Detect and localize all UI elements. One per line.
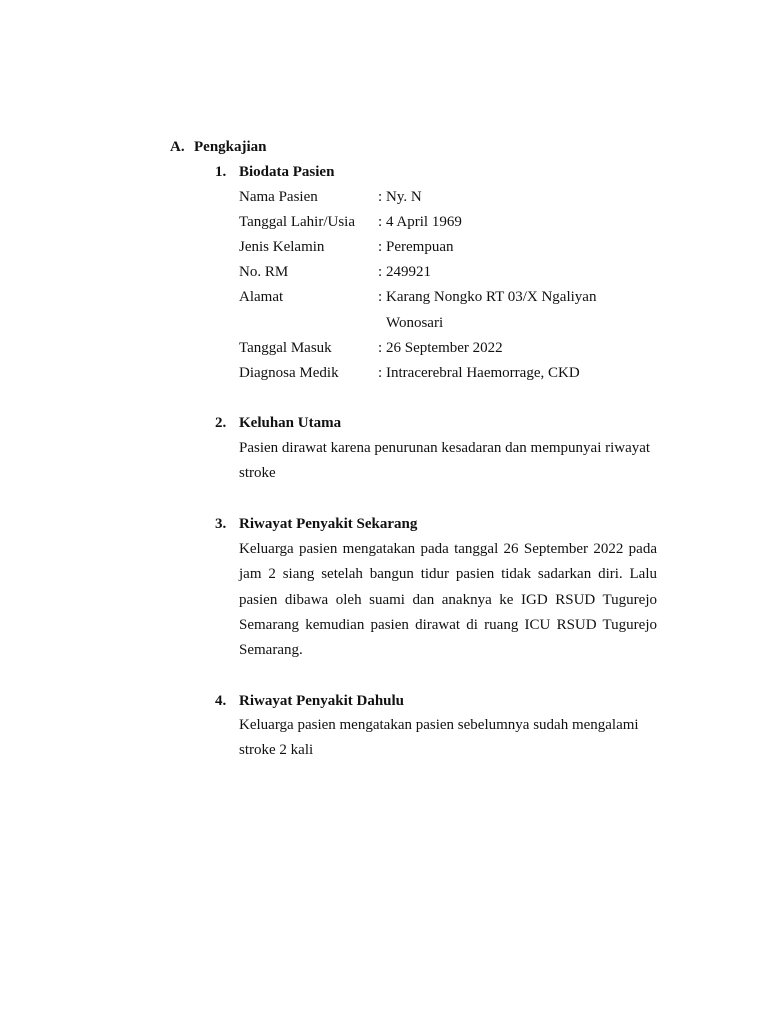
biodata-row-alamat bbox=[239, 287, 596, 307]
biodata-colon: : bbox=[378, 264, 383, 280]
biodata-value: 26 September 2022 bbox=[386, 340, 503, 356]
biodata-label: Jenis Kelamin bbox=[239, 239, 325, 255]
biodata-colon: : bbox=[378, 365, 383, 381]
biodata-label: Tanggal Masuk bbox=[239, 340, 332, 356]
subsection-heading-riwayat-dahulu bbox=[215, 691, 404, 711]
section-letter: A. bbox=[170, 139, 185, 155]
biodata-row-no-rm bbox=[239, 262, 431, 282]
biodata-label: Diagnosa Medik bbox=[239, 365, 339, 381]
biodata-label: Nama Pasien bbox=[239, 189, 318, 205]
biodata-row-diagnosa bbox=[239, 363, 580, 383]
subsection-heading-keluhan-utama bbox=[215, 413, 341, 433]
subsection-number: 2. bbox=[215, 415, 227, 431]
biodata-label: Tanggal Lahir/Usia bbox=[239, 214, 355, 230]
biodata-colon: : bbox=[378, 214, 383, 230]
biodata-label: No. RM bbox=[239, 264, 289, 280]
biodata-row-tanggal-masuk bbox=[239, 338, 503, 358]
biodata-label: Alamat bbox=[239, 289, 284, 305]
biodata-alamat-continuation: Wonosari bbox=[386, 315, 444, 331]
biodata-value: Perempuan bbox=[386, 239, 454, 255]
biodata-row-jenis-kelamin bbox=[239, 237, 453, 257]
biodata-colon: : bbox=[378, 189, 383, 205]
subsection-heading-biodata bbox=[215, 162, 334, 182]
biodata-value: 4 April 1969 bbox=[386, 214, 462, 230]
subsection-title: Keluhan Utama bbox=[239, 415, 342, 431]
subsection-number: 1. bbox=[215, 164, 227, 180]
subsection-title: Biodata Pasien bbox=[239, 164, 335, 180]
paragraph-keluhan-utama: Pasien dirawat karena penurunan kesadaran dan mempunyai riwayat stroke bbox=[239, 440, 651, 482]
biodata-value: Intracerebral Haemorrage, CKD bbox=[386, 365, 580, 381]
biodata-colon: : bbox=[378, 289, 383, 305]
biodata-value: Ny. N bbox=[386, 189, 422, 205]
biodata-colon: : bbox=[378, 239, 383, 255]
subsection-number: 3. bbox=[215, 516, 227, 532]
section-title: Pengkajian bbox=[194, 139, 267, 155]
biodata-row-nama bbox=[239, 187, 422, 207]
section-heading-pengkajian bbox=[170, 137, 267, 157]
biodata-colon: : bbox=[378, 340, 383, 356]
biodata-value: 249921 bbox=[386, 264, 431, 280]
subsection-heading-riwayat-sekarang bbox=[215, 514, 417, 534]
paragraph-riwayat-sekarang: Keluarga pasien mengatakan pada tanggal 26 September 2022 pada jam 2 siang setelah bangun tidur pasien tidak sadarkan diri. Lalu pasien dibawa oleh suami dan anaknya ke IGD RSUD Tugurejo Semarang kemudian pasien dirawat di ruang ICU RSUD Tugurejo Semarang. bbox=[239, 541, 657, 659]
subsection-title: Riwayat Penyakit Dahulu bbox=[239, 693, 405, 709]
biodata-value: Karang Nongko RT 03/X Ngaliyan bbox=[386, 289, 597, 305]
biodata-row-tanggal-lahir bbox=[239, 212, 462, 232]
subsection-title: Riwayat Penyakit Sekarang bbox=[239, 516, 418, 532]
paragraph-riwayat-dahulu: Keluarga pasien mengatakan pasien sebelumnya sudah mengalami stroke 2 kali bbox=[239, 717, 639, 759]
subsection-number: 4. bbox=[215, 693, 227, 709]
